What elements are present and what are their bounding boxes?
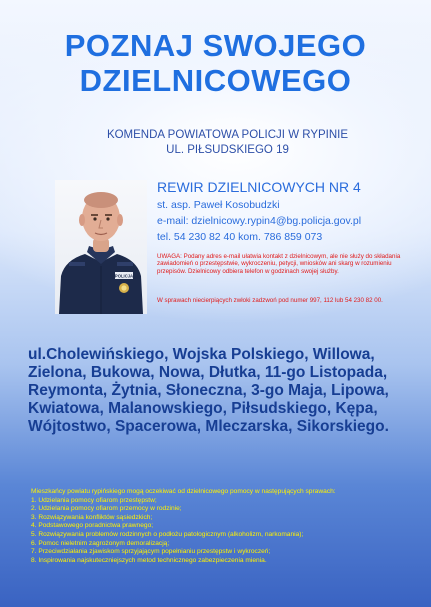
services-list-item: 8. Inspirowania najskuteczniejszych metod technicznego zabezpieczenia mienia. [31,556,267,564]
email-warning-text: UWAGA: Podany adres e-mail ułatwia kontakt z dzielnicowym, ale nie służy do składania zawiadomień o przestępstwie, wykroczeniu, petycji, wniosków ani skarg w rozumieniu przepisów. Dzielnicowy odbiera telefon w godzinach swojej służby. [157,253,401,275]
officer-portrait-image [55,180,147,314]
unit-name: REWIR DZIELNICOWYCH NR 4 [157,179,361,195]
poster-title-line1: POZNAJ SWOJEGO [64,28,367,63]
poster-title-line2: DZIELNICOWEGO [79,63,352,98]
officer-photo [55,180,147,314]
services-list-item: 2. Udzielania pomocy ofiarom przemocy w rodzinie; [31,505,182,513]
services-list-item: 1. Udzielania pomocy ofiarom przestępstw; [31,496,157,504]
services-list-item: 7. Przeciwdziałania zjawiskom sprzyjającym popełnianiu przestępstw i wykroczeń; [31,548,271,556]
street-list: ul.Cholewińskiego, Wojska Polskiego, Willowa, Zielona, Bukowa, Nowa, Dłutka, 11-go Listopada, Reymonta, Żytnia, Słoneczna, 3-go Maja, Lipowa, Kwiatowa, Malanowskiego, Piłsudskiego, Kępa, Wójtostwo, Spacerowa, Mleczarska, Sikorskiego. [28,346,389,435]
officer-email: e-mail: dzielnicowy.rypin4@bg.policja.gov.pl [157,215,362,227]
services-list-item: 6. Pomoc nieletnim zagrożonym demoralizacją; [31,539,170,547]
emergency-numbers-text: W sprawach niecierpiących zwłoki zadzwoń pod numer 997, 112 lub 54 230 82 00. [157,297,383,304]
uniform-badge-text: POLICJA [114,273,134,279]
officer-rank-name: st. asp. Paweł Kosobudzki [157,199,280,211]
services-section [31,488,411,565]
services-list-item: 5. Rozwiązywania problemów rodzinnych o podłożu patologicznym (alkoholizm, narkomania); [31,530,304,538]
organization-address: UL. PIŁSUDSKIEGO 19 [166,144,289,156]
services-list [31,497,411,566]
services-intro: Mieszkańcy powiatu rypińskiego mogą oczekiwać od dzielnicowego pomocy w następujących sprawach: [31,488,336,495]
officer-phone: tel. 54 230 82 40 kom. 786 859 073 [157,231,323,243]
services-list-item: 3. Rozwiązywania konfliktów sąsiedzkich; [31,513,153,521]
organization-name: KOMENDA POWIATOWA POLICJI W RYPINIE [106,129,349,141]
services-list-item: 4. Podstawowego poradnictwa prawnego; [31,522,154,530]
